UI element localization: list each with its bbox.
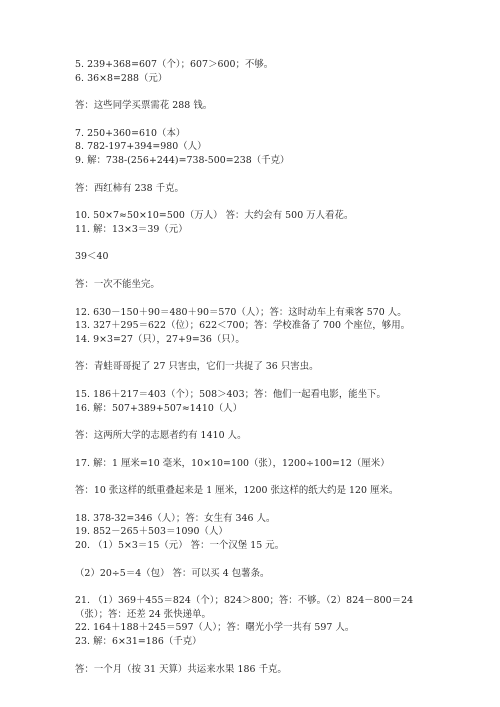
- answer-line-16-conclusion: 答：这两所大学的志愿者约有 1410 人。: [75, 430, 247, 442]
- answer-line-7: 7. 250+360=610（本）: [75, 127, 186, 139]
- answer-line-10: 10. 50×7≈50×10=500（万人） 答：大约会有 500 万人看花。: [75, 210, 354, 222]
- answer-line-8: 8. 782-197+394=980（人）: [75, 141, 207, 153]
- answer-line-6: 6. 36×8=288（元）: [75, 72, 168, 84]
- answer-line-19: 19. 852－265＋503＝1090（人）: [75, 526, 228, 538]
- answer-line-15: 15. 186＋217＝403（个）；508＞403；答：他们一起看电影，能坐下。: [75, 388, 386, 400]
- answer-line-18: 18. 378-32=346（人）；答：女生有 346 人。: [75, 512, 276, 524]
- answer-line-11: 11. 解：13×3＝39（元）: [75, 223, 188, 235]
- answer-line-12: 12. 630－150＋90＝480＋90＝570（人）；答：这时动车上有乘客 570 人。: [75, 306, 407, 318]
- answer-line-11-compare: 39＜40: [75, 251, 109, 263]
- answer-line-17: 17. 解：1 厘米=10 毫米，10×10=100（张），1200÷100=12（厘米）: [75, 457, 390, 469]
- answer-line-17-conclusion: 答：10 张这样的纸重叠起来是 1 厘米，1200 张这样的纸大约是 120 厘米。: [75, 485, 399, 497]
- answer-line-14: 14. 9×3=27（只），27+9=36（只）。: [75, 333, 245, 345]
- answer-line-11-conclusion: 答：一次不能坐完。: [75, 278, 160, 290]
- answer-line-22: 22. 164＋188＋245＝597（人）；答：曙光小学一共有 597 人。: [75, 622, 355, 634]
- answer-line-6-conclusion: 答：这些同学买票需花 288 钱。: [75, 100, 213, 112]
- answer-line-16: 16. 解：507+389+507≈1410（人）: [75, 402, 243, 414]
- answer-line-21: 21. （1）369＋455＝824（个）；824＞800；答：不够。（2）824－800＝24（张）；答：还差 24 张快递单。: [75, 595, 414, 620]
- answer-line-5: 5. 239+368=607（个）；607＞600；不够。: [75, 59, 274, 70]
- answer-line-14-conclusion: 答：青蛙哥哥捉了 27 只害虫，它们一共捉了 36 只害虫。: [75, 361, 319, 373]
- answer-line-23-conclusion: 答：一个月（按 31 天算）共运来水果 186 千克。: [75, 663, 287, 675]
- answer-line-13: 13. 327＋295＝622（位）；622＜700；答：学校准备了 700 个座位，够用。: [75, 320, 411, 332]
- answer-line-9: 9. 解：738-(256+244)=738-500=238（千克）: [75, 154, 290, 166]
- answer-line-23: 23. 解：6×31=186（千克）: [75, 636, 202, 648]
- answer-line-20-part-1: 20. （1）5×3＝15（元） 答：一个汉堡 15 元。: [75, 540, 285, 552]
- answer-sheet: [75, 58, 425, 676]
- answer-line-9-conclusion: 答：西红柿有 238 千克。: [75, 182, 184, 194]
- answer-line-20-part-2: （2）20÷5＝4（包） 答：可以买 4 包薯条。: [75, 567, 270, 579]
